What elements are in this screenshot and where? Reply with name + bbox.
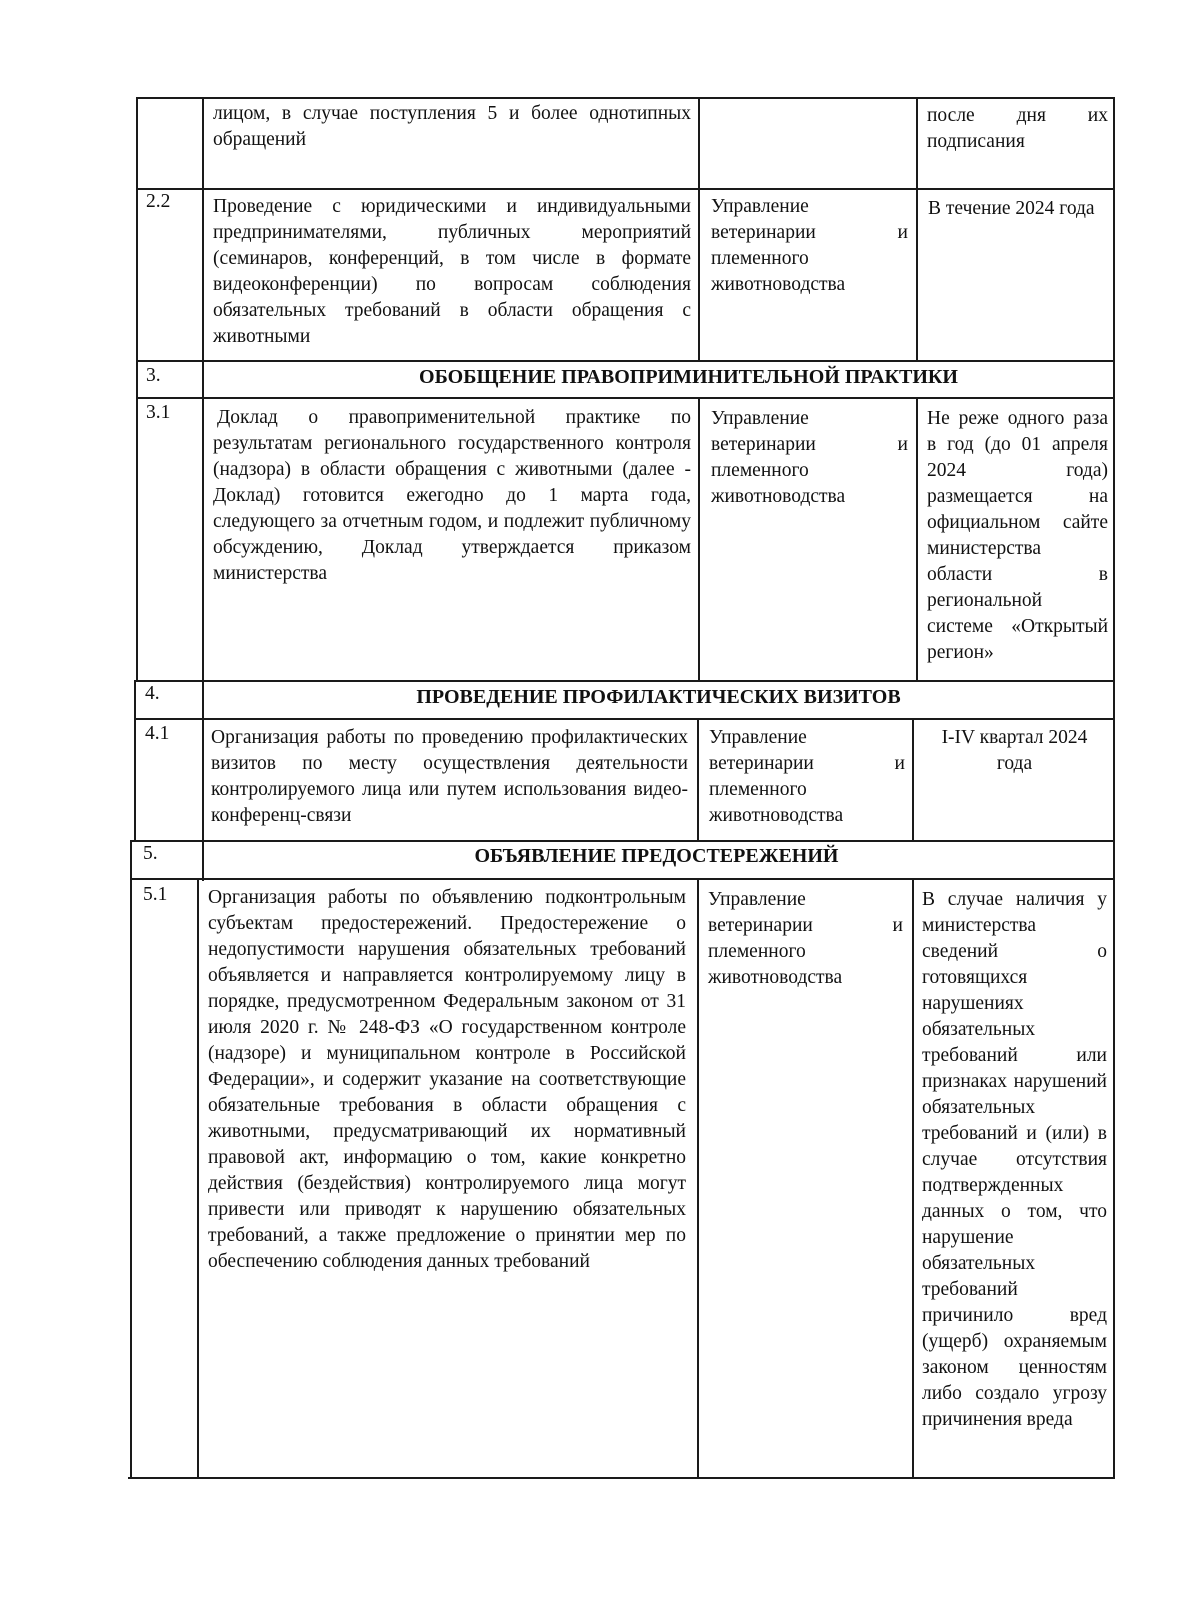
deadline-text: Не реже одного раза в год (до 01 апреля 2024 года) размещается на официальном сайте министерства области в региональной системе «Открытый регион» xyxy=(927,408,1108,663)
section-heading: ОБЪЯВЛЕНИЕ ПРЕДОСТЕРЕЖЕНИЙ xyxy=(474,845,839,867)
deadline-text: В случае наличия у министерства сведений о готовящихся нарушениях обязательных требований или признаках нарушений обязательных требований и (или) в случае отсутствия подтвержденных данных о том, что нарушение обязательных требований причинило вред (ущерб) охраняемым законом ценностям либо создало угрозу причинения вреда xyxy=(922,889,1107,1430)
section-heading: ПРОВЕДЕНИЕ ПРОФИЛАКТИЧЕСКИХ ВИЗИТОВ xyxy=(416,686,901,708)
action-description: лицом, в случае поступления 5 и более однотипных обращений xyxy=(213,103,691,150)
table-border-left xyxy=(130,840,132,1479)
section-number: 3. xyxy=(146,365,161,386)
table-rule xyxy=(136,97,1115,99)
deadline-text: после дня их xyxy=(927,105,1108,126)
row-number: 5.1 xyxy=(143,884,168,905)
table-rule xyxy=(136,188,1115,190)
column-divider xyxy=(912,718,914,842)
action-description: Доклад о правоприменительной практике по результатам регионального государственного контроля (надзора) в области обращения с животными (далее - Доклад) готовится ежегодно до 1 марта года, следующего за отчетным годом, и подлежит публичному обсуждению, Доклад утверждается приказом министерства xyxy=(213,407,691,584)
column-divider xyxy=(697,878,699,1479)
responsible-unit: Управление ветеринарии и племенного животноводства xyxy=(711,196,908,295)
action-description: Проведение с юридическими и индивидуальными предпринимателями, публичных мероприятий (семинаров, конференций, в том числе в формате видеоконференции) по вопросам соблюдения обязательных требований в области обращения с животными xyxy=(213,196,691,347)
section-number: 4. xyxy=(145,683,160,704)
table-rule xyxy=(132,840,1115,842)
column-divider xyxy=(697,718,699,842)
table-border-left xyxy=(134,680,136,841)
table-rule xyxy=(136,397,1115,399)
column-divider xyxy=(698,97,700,362)
column-divider xyxy=(916,397,918,682)
responsible-unit: Управление ветеринарии и племенного животноводства xyxy=(711,408,908,507)
table-rule xyxy=(128,1477,1115,1479)
row-number: 4.1 xyxy=(145,723,170,744)
deadline-text: В течение 2024 года xyxy=(928,198,1095,219)
action-description: Организация работы по объявлению подконтрольным субъектам предостережений. Предостережение о недопустимости нарушения обязательных требований объявляется и направляется контролируемому лицу в порядке, предусмотренном Федеральным законом от 31 июля 2020 г. № 248-ФЗ «О государственном контроле (надзоре) и муниципальном контроле в Российской Федерации», и содержит указание на соответствующие обязательные требования в области обращения с животными, предусматривающий их нормативный правовой акт, информацию о том, какие конкретно действия (бездействия) контролируемого лица могут привести или приводят к нарушению обязательных требований, а также предложение о принятии мер по обеспечению соблюдения данных требований xyxy=(208,887,686,1272)
column-divider xyxy=(197,878,199,1479)
column-divider xyxy=(202,97,204,881)
column-divider xyxy=(916,97,918,362)
deadline-text: I-IV квартал 2024 года xyxy=(941,727,1088,774)
table-border-right xyxy=(1113,97,1115,1479)
action-description: Организация работы по проведению профилактических визитов по месту осуществления деятельности контролируемого лица или путем использования видео-конференц-связи xyxy=(211,727,688,826)
column-divider xyxy=(698,397,700,682)
table-rule xyxy=(132,878,1115,880)
table-rule xyxy=(134,718,1115,720)
section-number: 5. xyxy=(143,843,158,864)
responsible-unit: Управление ветеринарии и племенного животноводства xyxy=(708,889,903,988)
table-rule xyxy=(134,680,1115,682)
table-rule xyxy=(136,360,1115,362)
deadline-text: подписания xyxy=(927,131,1025,152)
row-number: 3.1 xyxy=(146,402,171,423)
row-number: 2.2 xyxy=(146,191,171,212)
section-heading: ОБОБЩЕНИЕ ПРАВОПРИМИНИТЕЛЬНОЙ ПРАКТИКИ xyxy=(419,366,958,388)
column-divider xyxy=(912,878,914,1479)
responsible-unit: Управление ветеринарии и племенного животноводства xyxy=(709,727,905,826)
table-border-left xyxy=(136,97,138,681)
